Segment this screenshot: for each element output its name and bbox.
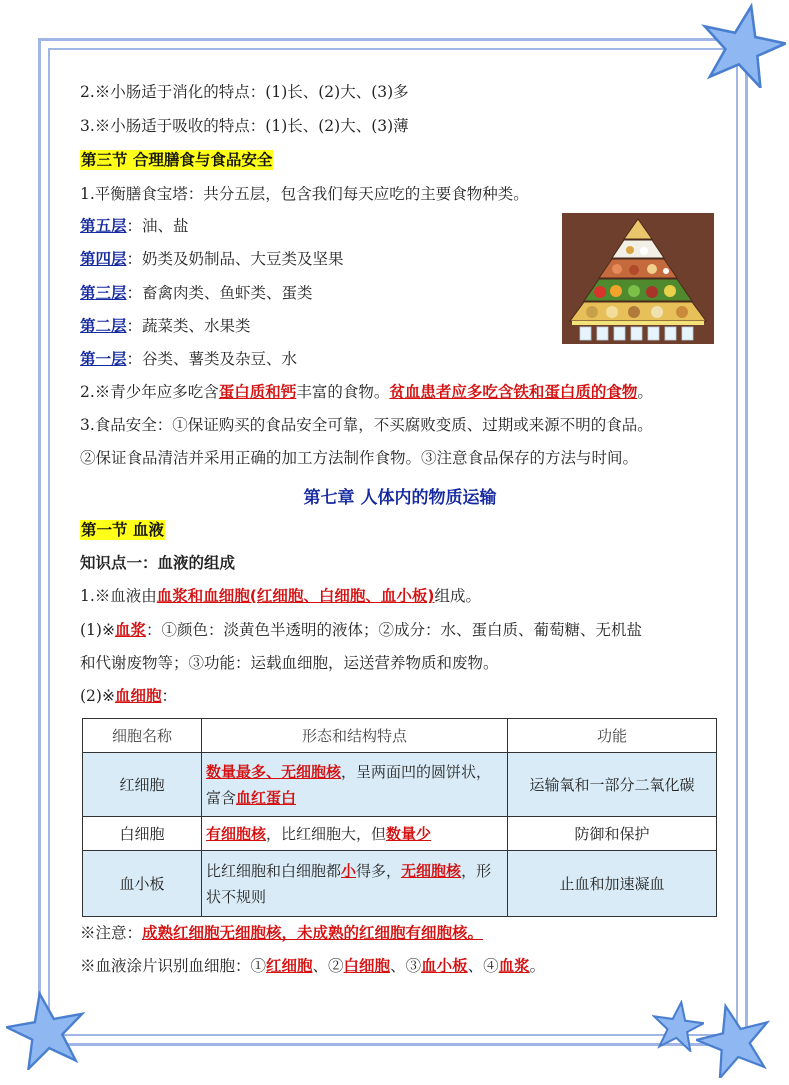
level-3-text: ：畜禽肉类、鱼虾类、蛋类 [126, 284, 313, 302]
plt-f1: 比红细胞和白细胞都 [206, 861, 342, 880]
chapter-title: 第七章 人体内的物质运输 [303, 488, 497, 508]
knowledge-point-1: 知识点一：血液的组成 [80, 554, 236, 572]
text-line-digestion: 2.※小肠适于消化的特点：(1)长、(2)大、(3)多 [80, 83, 409, 101]
table-row-white-cell [83, 817, 717, 851]
section-heading-blood [80, 519, 165, 541]
text-line-absorption: 3.※小肠适于吸收的特点：(1)长、(2)大、(3)薄 [80, 117, 409, 135]
text-line-composition [80, 585, 481, 607]
cell-function-wbc: 防御和保护 [508, 817, 717, 851]
smear-d: 白细胞 [343, 957, 391, 975]
cells-b: 血细胞 [114, 687, 162, 705]
rbc-f1: 数量最多 [206, 762, 267, 781]
level-2-line [80, 315, 251, 337]
level-1-line [80, 348, 297, 370]
level-2-text: ：蔬菜类、水果类 [126, 317, 251, 335]
smear-f: 血小板 [421, 957, 468, 975]
cell-features-rbc [202, 753, 508, 817]
section-heading-diet [80, 149, 273, 171]
teen-b: 蛋白质和钙 [218, 383, 297, 401]
rbc-f5: 血红蛋白 [236, 788, 297, 807]
food-pyramid-drawing [562, 213, 714, 344]
wbc-f1: 有细胞核 [206, 824, 267, 843]
level-3-line [80, 282, 313, 304]
table-row-platelet [83, 851, 717, 917]
cells-c: ： [161, 687, 177, 705]
smear-e: 、③ [390, 957, 422, 975]
text-line-note [80, 922, 483, 944]
plt-f4: 无细胞核 [401, 861, 462, 880]
cell-name-platelet: 血小板 [83, 851, 202, 917]
smear-c: 、② [312, 957, 344, 975]
header-cell-features: 形态和结构特点 [202, 719, 508, 753]
section-heading-blood-text: 第一节 血液 [81, 521, 164, 539]
level-4-name: 第四层 [80, 250, 127, 268]
food-pyramid-image [562, 213, 714, 344]
text-line-pagoda: 1.平衡膳食宝塔：共分五层，包含我们每天应吃的主要食物种类。 [80, 185, 529, 203]
teen-d: 贫血患者应多吃含铁和蛋白质的食物 [389, 383, 638, 401]
plasma-a: (1)※ [80, 621, 115, 639]
header-cell-name: 细胞名称 [83, 719, 202, 753]
rbc-f4: ，呈两面凹的圆饼状，富含 [206, 762, 492, 807]
cell-features-wbc [202, 817, 508, 851]
blood-cell-table [82, 718, 717, 917]
rbc-f3: 无细胞核 [281, 762, 342, 781]
wbc-f3: 数量少 [386, 824, 432, 843]
cell-features-platelet [202, 851, 508, 917]
star-top-right-icon [700, 2, 786, 88]
text-line-plasma-1 [80, 619, 642, 641]
star-bottom-right-large-icon [696, 1002, 772, 1078]
level-4-text: ：奶类及奶制品、大豆类及坚果 [126, 250, 344, 268]
level-4-line [80, 248, 344, 270]
note-a: ※注意： [80, 924, 143, 942]
level-1-text: ：谷类、薯类及杂豆、水 [126, 350, 298, 368]
smear-h: 血浆 [498, 957, 530, 975]
plt-f5: ，形状不规则 [206, 861, 492, 906]
smear-a: ※血液涂片识别血细胞：① [80, 957, 267, 975]
text-line-plasma-2: 和代谢废物等；③功能：运载血细胞，运送营养物质和废物。 [80, 654, 499, 672]
text-line-teen [80, 381, 653, 403]
rbc-f2: 、 [266, 762, 282, 781]
text-line-smear [80, 955, 545, 977]
star-bottom-left-icon [6, 990, 86, 1070]
plt-f2: 小 [341, 861, 357, 880]
level-3-name: 第三层 [80, 284, 127, 302]
note-b: 成熟红细胞无细胞核，未成熟的红细胞有细胞核。 [142, 924, 484, 942]
plasma-b: 血浆 [114, 621, 146, 639]
plt-f3: 得多， [356, 861, 402, 880]
table-header-row [83, 719, 717, 753]
level-5-name: 第五层 [80, 217, 127, 235]
teen-e: 。 [637, 383, 653, 401]
text-line-safety-1: 3.食品安全：①保证购买的食品安全可靠，不买腐败变质、过期或来源不明的食品。 [80, 416, 653, 434]
text-line-cells [80, 685, 177, 707]
level-5-line [80, 215, 189, 237]
smear-b: 红细胞 [266, 957, 313, 975]
level-1-name: 第一层 [80, 350, 127, 368]
plasma-c: ：①颜色：淡黄色半透明的液体；②成分：水、蛋白质、葡萄糖、无机盐 [145, 621, 642, 639]
wbc-f2: ，比红细胞大，但 [266, 824, 387, 843]
level-2-name: 第二层 [80, 317, 127, 335]
header-cell-function: 功能 [508, 719, 717, 753]
level-5-text: ：油、盐 [126, 217, 189, 235]
teen-a: 2.※青少年应多吃含 [80, 383, 219, 401]
smear-i: 。 [529, 957, 546, 975]
teen-c: 丰富的食物。 [296, 383, 390, 401]
comp-a: 1.※血液由 [80, 587, 157, 605]
cell-function-rbc: 运输氧和一部分二氧化碳 [508, 753, 717, 817]
text-line-safety-2: ②保证食品清洁并采用正确的加工方法制作食物。③注意食品保存的方法与时间。 [80, 449, 639, 467]
smear-g: 、④ [467, 957, 499, 975]
cell-name-wbc: 白细胞 [83, 817, 202, 851]
table-row-red-cell [83, 753, 717, 817]
section-heading-diet-text: 第三节 合理膳食与食品安全 [81, 151, 273, 169]
comp-c: 组成。 [434, 587, 481, 605]
cell-name-rbc: 红细胞 [83, 753, 202, 817]
cells-a: (2)※ [80, 687, 115, 705]
comp-b: 血浆和血细胞(红细胞、白细胞、血小板) [156, 587, 435, 605]
cell-function-platelet: 止血和加速凝血 [508, 851, 717, 917]
